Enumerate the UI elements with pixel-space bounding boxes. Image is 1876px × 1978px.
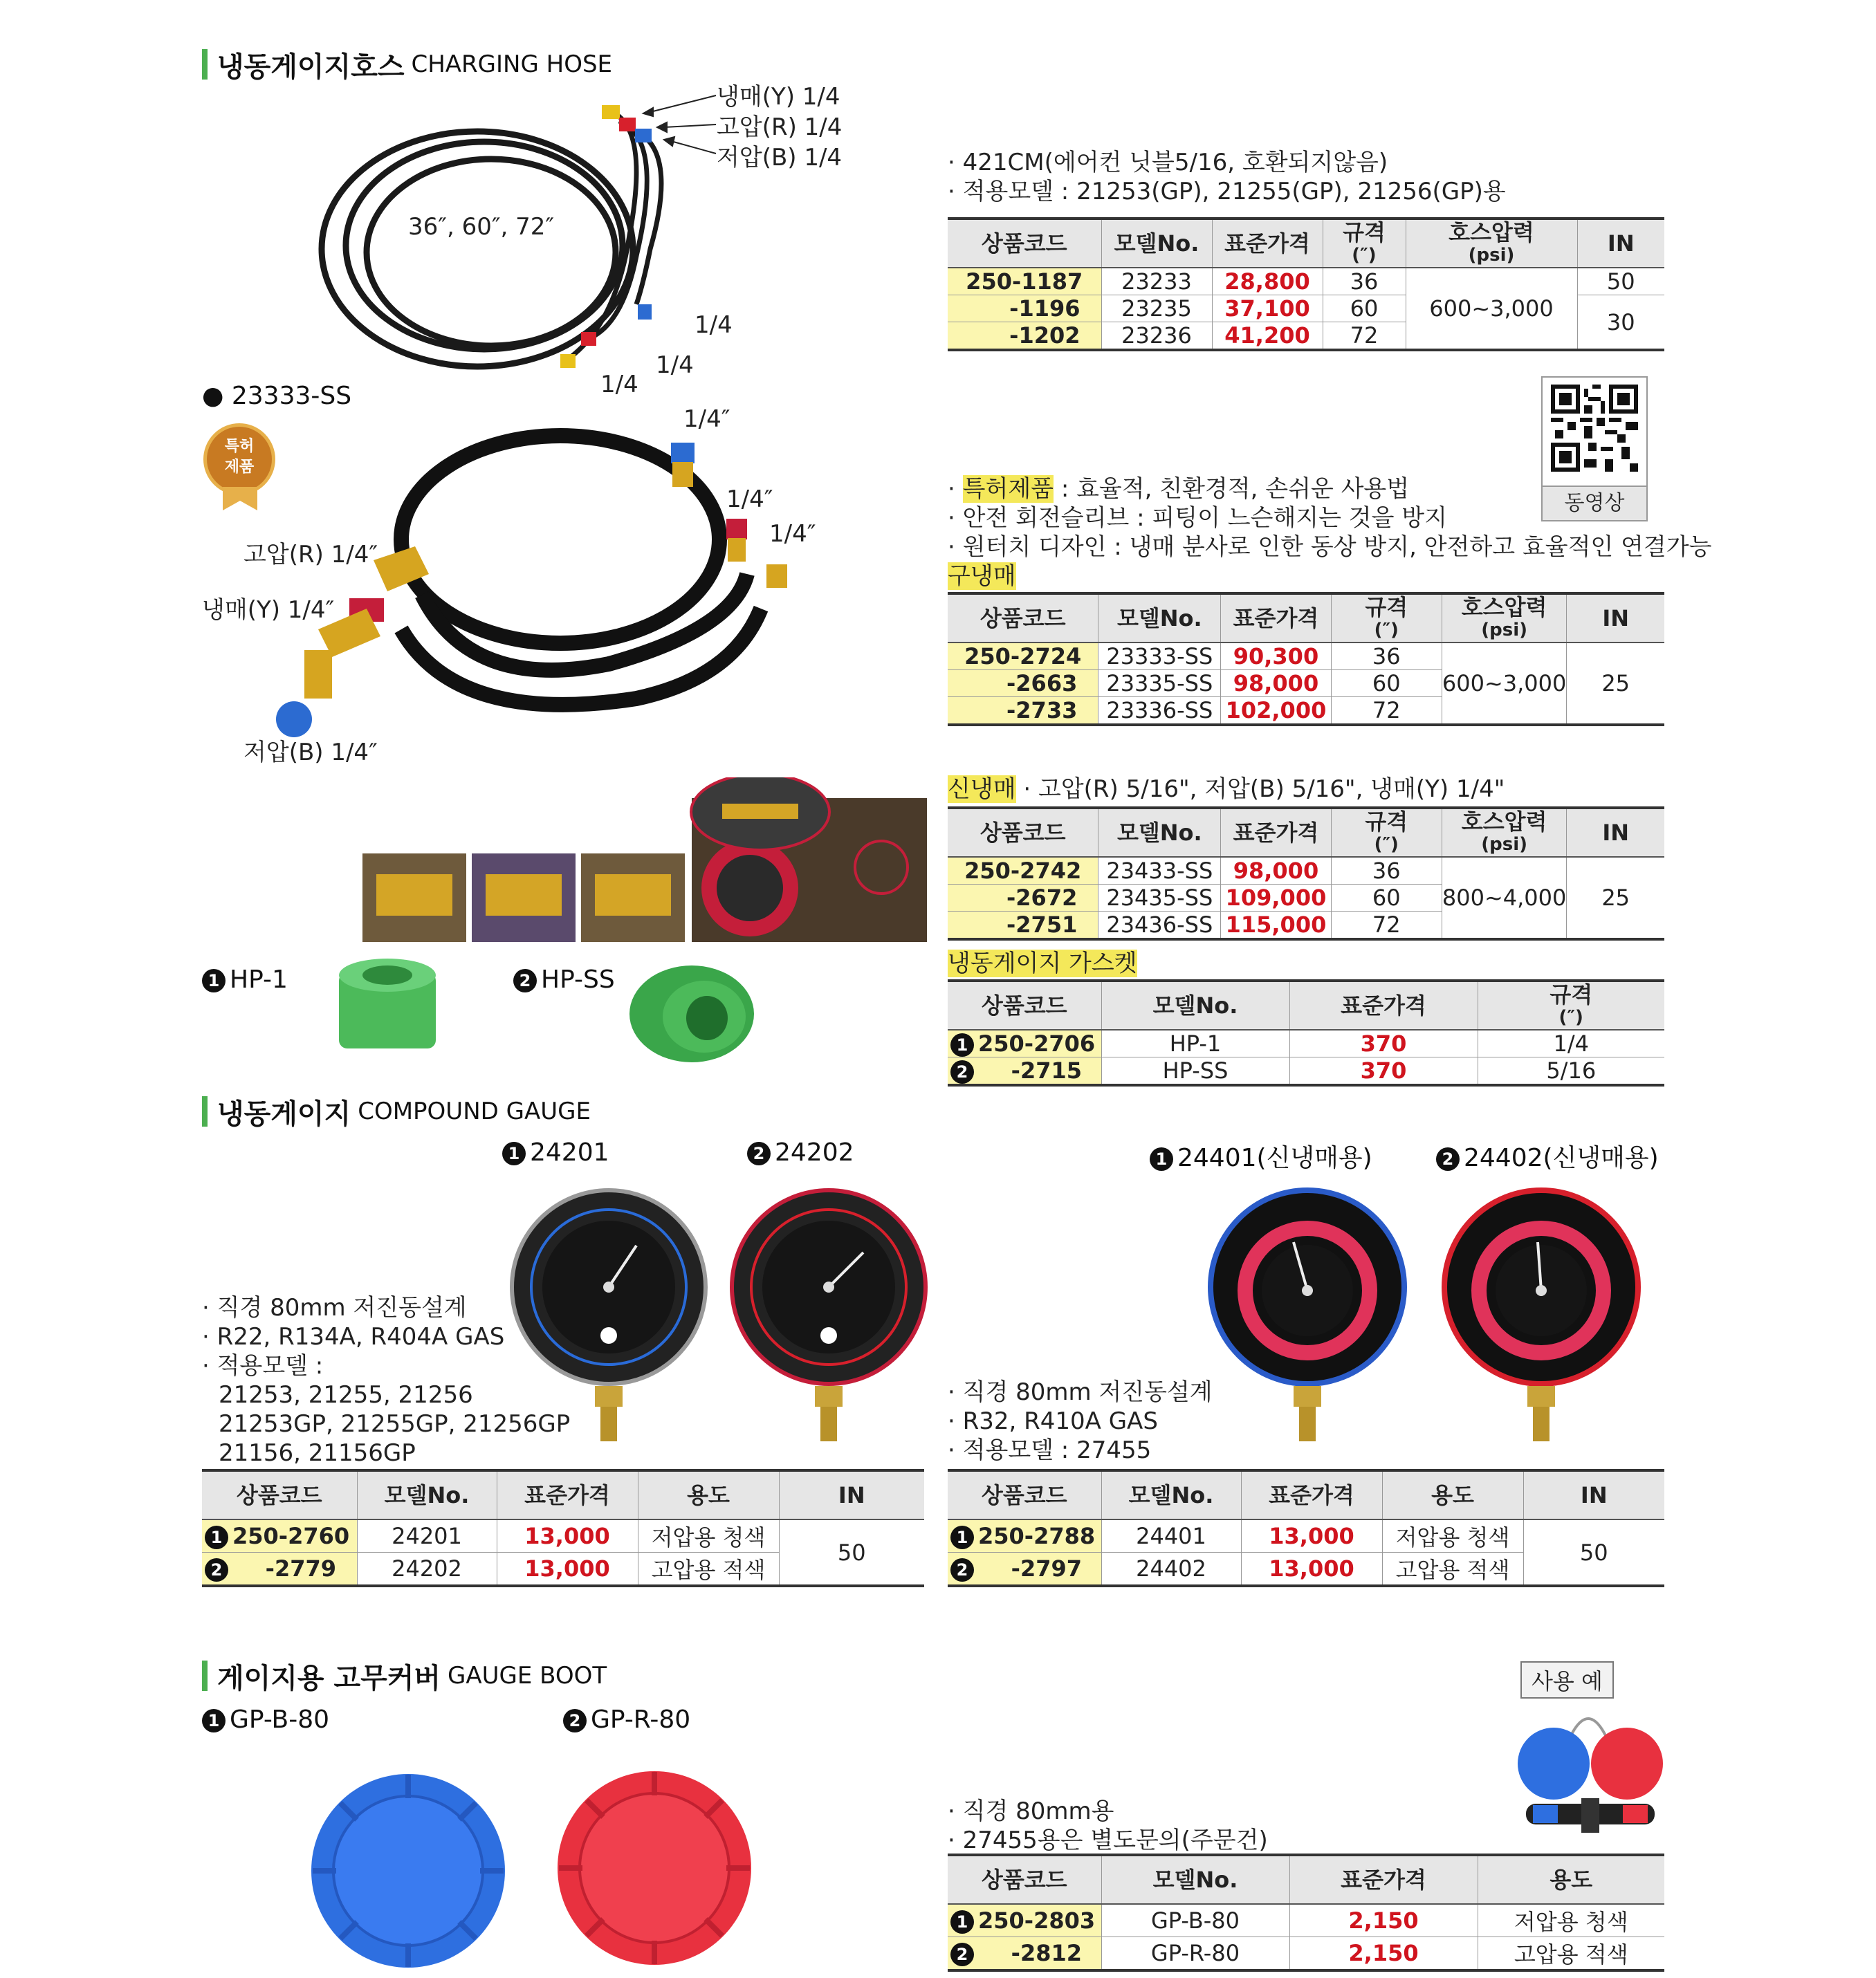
new-refrigerant-note: · 고압(R) 5/16", 저압(B) 5/16", 냉매(Y) 1/4" xyxy=(1023,775,1505,803)
model-no: 23435-SS xyxy=(1098,885,1221,912)
product-code: 250-2742 xyxy=(948,857,1098,885)
col-model: 모델No. xyxy=(357,1470,497,1519)
table-row xyxy=(948,1030,1664,1057)
section-marker xyxy=(202,49,208,80)
note-item: · 적용모델 : xyxy=(202,1352,324,1380)
title-english: CHARGING HOSE xyxy=(411,50,613,78)
price: 37,100 xyxy=(1212,295,1323,322)
model-no: 24201 xyxy=(357,1519,497,1553)
title-english: GAUGE BOOT xyxy=(448,1662,607,1690)
spec: 1/4 xyxy=(1478,1030,1664,1057)
product-code: 1 250-2803 xyxy=(948,1904,1101,1937)
gauge-right-notes xyxy=(948,1378,1213,1465)
col-model: 모델No. xyxy=(1098,808,1221,857)
spec: 36 xyxy=(1331,643,1442,670)
model-no: 24202 xyxy=(357,1553,497,1587)
title-korean: 냉동게이지 xyxy=(217,1098,351,1130)
example-badge: 사용 예 xyxy=(1520,1661,1614,1699)
col-code: 상품코드 xyxy=(202,1470,357,1519)
col-code: 상품코드 xyxy=(948,219,1101,268)
spec: 72 xyxy=(1331,912,1442,940)
manifold-example-image xyxy=(1512,1701,1668,1840)
col-model: 모델No. xyxy=(1101,219,1212,268)
col-price: 표준가격 xyxy=(1221,593,1331,643)
col-code: 상품코드 xyxy=(948,1470,1101,1519)
product-code: -2733 xyxy=(948,697,1098,725)
gauge-model-2: 2 24202 xyxy=(747,1138,854,1167)
table-row xyxy=(948,857,1664,885)
model-no: 23333-SS xyxy=(1098,643,1221,670)
price: 370 xyxy=(1289,1030,1478,1057)
gasket-item-1: 1 HP-1 xyxy=(202,965,288,994)
qr-label: 동영상 xyxy=(1543,486,1646,520)
product-code: 2 -2797 xyxy=(948,1553,1101,1587)
product-code: 1 250-2788 xyxy=(948,1519,1101,1553)
price: 109,000 xyxy=(1221,885,1331,912)
col-use: 용도 xyxy=(1478,1855,1664,1904)
hose-label-blue: 저압(B) 1/4 xyxy=(717,144,843,172)
note-item: · 원터치 디자인 : 냉매 분사로 인한 동상 방지, 안전하고 효율적인 연결가능 xyxy=(948,533,1712,561)
gauge-left-notes xyxy=(202,1293,570,1468)
in-qty: 50 xyxy=(779,1519,924,1586)
boot-item-2: 2 GP-R-80 xyxy=(563,1706,690,1734)
product-code: -2751 xyxy=(948,912,1098,940)
ss-label-yellow: 냉매(Y) 1/4″ xyxy=(202,596,335,624)
hose-end-label-2: 1/4 xyxy=(656,351,694,379)
table-row xyxy=(948,1057,1664,1086)
col-use: 용도 xyxy=(638,1470,779,1519)
table-row xyxy=(948,268,1664,295)
product-code: 2 -2812 xyxy=(948,1937,1101,1971)
note-item: 21253GP, 21255GP, 21256GP xyxy=(219,1410,571,1438)
hose-notes xyxy=(948,148,1506,206)
section-marker xyxy=(202,1661,208,1691)
product-code: 1 250-2706 xyxy=(948,1030,1101,1057)
gauge-24401-image xyxy=(1204,1187,1411,1450)
gauge-model-3: 1 24401(신냉매용) xyxy=(1150,1138,1372,1174)
note-item: · 421CM(에어컨 닛블5/16, 호환되지않음) xyxy=(948,149,1388,176)
price: 98,000 xyxy=(1221,670,1331,697)
model-no: 23433-SS xyxy=(1098,857,1221,885)
col-spec: 규격 (″) xyxy=(1323,219,1406,268)
in-qty: 30 xyxy=(1577,295,1664,351)
spec: 72 xyxy=(1323,322,1406,351)
col-in: IN xyxy=(1577,219,1664,268)
col-spec: 규격 (″) xyxy=(1331,808,1442,857)
ss-notes xyxy=(948,474,1711,562)
price: 13,000 xyxy=(497,1553,638,1587)
col-price: 표준가격 xyxy=(1241,1470,1382,1519)
product-code: 2 -2779 xyxy=(202,1553,357,1587)
product-code: -2672 xyxy=(948,885,1098,912)
col-code: 상품코드 xyxy=(948,593,1098,643)
gauge-left-price-table xyxy=(202,1469,924,1587)
usage: 저압용 청색 xyxy=(1382,1519,1523,1553)
note-item: · R22, R134A, R404A GAS xyxy=(202,1323,505,1351)
price: 102,000 xyxy=(1221,697,1331,725)
boot-price-table xyxy=(948,1854,1664,1972)
price: 13,000 xyxy=(1241,1553,1382,1587)
old-refrigerant-label: 구냉매 xyxy=(948,562,1016,590)
note-item: · 27455용은 별도문의(주문건) xyxy=(948,1827,1268,1854)
col-in: IN xyxy=(779,1470,924,1519)
col-price: 표준가격 xyxy=(1289,981,1478,1030)
gasket-item-2: 2 HP-SS xyxy=(513,965,615,994)
ss-end-label-2: 1/4″ xyxy=(726,486,773,513)
col-model: 모델No. xyxy=(1101,1855,1289,1904)
ss-end-label-3: 1/4″ xyxy=(769,520,816,548)
model-no: 24401 xyxy=(1101,1519,1241,1553)
table-row xyxy=(202,1519,924,1553)
pressure: 600~3,000 xyxy=(1442,643,1567,725)
usage: 고압용 적색 xyxy=(638,1553,779,1587)
spec: 72 xyxy=(1331,697,1442,725)
note-item: 21156, 21156GP xyxy=(219,1439,416,1467)
model-no: HP-1 xyxy=(1101,1030,1289,1057)
hose-label-red: 고압(R) 1/4 xyxy=(717,113,843,141)
product-code: 250-1187 xyxy=(948,268,1101,295)
in-qty: 25 xyxy=(1567,643,1664,725)
product-code: 2 -2715 xyxy=(948,1057,1101,1086)
col-use: 용도 xyxy=(1382,1470,1523,1519)
price: 370 xyxy=(1289,1057,1478,1086)
col-in: IN xyxy=(1523,1470,1664,1519)
ss-hose-image xyxy=(249,401,802,775)
usage: 저압용 청색 xyxy=(1478,1904,1664,1937)
in-qty: 25 xyxy=(1567,857,1664,939)
section-marker xyxy=(202,1096,208,1127)
ss-label-red: 고압(R) 1/4″ xyxy=(243,541,378,569)
col-pressure: 호스압력 (psi) xyxy=(1442,808,1567,857)
usage: 고압용 적색 xyxy=(1478,1937,1664,1971)
col-model: 모델No. xyxy=(1101,1470,1241,1519)
note-item: · 직경 80mm용 xyxy=(948,1797,1114,1825)
spec: 36 xyxy=(1323,268,1406,295)
product-code: -1196 xyxy=(948,295,1101,322)
note-item: · 직경 80mm 저진동설계 xyxy=(202,1294,467,1322)
boot-item-1: 1 GP-B-80 xyxy=(202,1706,329,1734)
pressure: 600~3,000 xyxy=(1406,268,1577,350)
table-row xyxy=(948,643,1664,670)
hose-section-title xyxy=(202,47,612,82)
table-row xyxy=(948,1519,1664,1553)
boot-notes xyxy=(948,1797,1268,1855)
gasket-label: 냉동게이지 가스켓 xyxy=(948,950,1137,977)
col-model: 모델No. xyxy=(1098,593,1221,643)
note-item: · R32, R410A GAS xyxy=(948,1407,1158,1435)
col-code: 상품코드 xyxy=(948,981,1101,1030)
model-no: 23235 xyxy=(1101,295,1212,322)
col-code: 상품코드 xyxy=(948,1855,1101,1904)
spec: 60 xyxy=(1331,885,1442,912)
col-spec: 규격 (″) xyxy=(1478,981,1664,1030)
note-item: · 적용모델 : 21253(GP), 21255(GP), 21256(GP)용 xyxy=(948,178,1506,205)
hose-price-table xyxy=(948,217,1664,351)
model-no: GP-R-80 xyxy=(1101,1937,1289,1971)
gauge-model-4: 2 24402(신냉매용) xyxy=(1436,1138,1659,1174)
patent-badge: 특허 제품 xyxy=(203,423,275,495)
note-item: · 직경 80mm 저진동설계 xyxy=(948,1378,1213,1406)
fitting-photo-strip xyxy=(362,777,927,945)
price: 41,200 xyxy=(1212,322,1323,351)
gauge-right-price-table xyxy=(948,1469,1664,1587)
spec: 36 xyxy=(1331,857,1442,885)
hose-end-label-1: 1/4 xyxy=(695,311,733,339)
note-item: · 적용모델 : 27455 xyxy=(948,1436,1152,1464)
col-spec: 규격 (″) xyxy=(1331,593,1442,643)
spec: 5/16 xyxy=(1478,1057,1664,1086)
gasket-hpss-image xyxy=(623,959,761,1069)
col-pressure: 호스압력 (psi) xyxy=(1406,219,1577,268)
model-no: 23436-SS xyxy=(1098,912,1221,940)
price: 115,000 xyxy=(1221,912,1331,940)
price: 13,000 xyxy=(1241,1519,1382,1553)
col-code: 상품코드 xyxy=(948,808,1098,857)
table-row xyxy=(948,1904,1664,1937)
new-ss-price-table xyxy=(948,806,1664,941)
hose-label-yellow: 냉매(Y) 1/4 xyxy=(717,83,840,111)
col-price: 표준가격 xyxy=(1212,219,1323,268)
col-price: 표준가격 xyxy=(497,1470,638,1519)
ss-model-label: ● 23333-SS xyxy=(202,382,352,410)
col-price: 표준가격 xyxy=(1221,808,1331,857)
col-in: IN xyxy=(1567,808,1664,857)
model-no: 23233 xyxy=(1101,268,1212,295)
model-no: HP-SS xyxy=(1101,1057,1289,1086)
qr-code-icon xyxy=(1551,385,1638,472)
product-code: -2663 xyxy=(948,670,1098,697)
new-refrigerant-line xyxy=(948,775,1505,804)
col-model: 모델No. xyxy=(1101,981,1289,1030)
product-code: -1202 xyxy=(948,322,1101,351)
ss-end-label-1: 1/4″ xyxy=(683,405,730,433)
hose-lengths-label: 36″, 60″, 72″ xyxy=(408,213,555,241)
title-english: COMPOUND GAUGE xyxy=(358,1098,591,1125)
title-korean: 게이지용 고무커버 xyxy=(217,1662,441,1694)
table-row xyxy=(948,1937,1664,1971)
in-qty: 50 xyxy=(1577,268,1664,295)
label-arrows xyxy=(636,83,719,159)
price: 2,150 xyxy=(1289,1904,1478,1937)
hose-end-label-3: 1/4 xyxy=(600,371,638,398)
title-korean: 냉동게이지호스 xyxy=(217,50,405,83)
note-item: 21253, 21255, 21256 xyxy=(219,1381,473,1409)
gauge-24202-image xyxy=(725,1187,932,1450)
model-no: 23236 xyxy=(1101,322,1212,351)
gauge-24402-image xyxy=(1437,1187,1645,1450)
gasket-price-table xyxy=(948,979,1664,1087)
price: 98,000 xyxy=(1221,857,1331,885)
note-item: · 안전 회전슬리브 : 피팅이 느슨해지는 것을 방지 xyxy=(948,504,1447,532)
price: 28,800 xyxy=(1212,268,1323,295)
price: 13,000 xyxy=(497,1519,638,1553)
gauge-section-title xyxy=(202,1094,591,1129)
spec: 60 xyxy=(1331,670,1442,697)
note-item: · 특허제품 : 효율적, 친환경적, 손쉬운 사용법 xyxy=(948,475,1410,503)
boot-blue-image xyxy=(304,1771,512,1971)
spec: 60 xyxy=(1323,295,1406,322)
boot-red-image xyxy=(551,1768,758,1968)
product-code: 250-2724 xyxy=(948,643,1098,670)
col-in: IN xyxy=(1567,593,1664,643)
ss-label-blue: 저압(B) 1/4″ xyxy=(243,739,378,766)
gauge-model-1: 1 24201 xyxy=(502,1138,609,1167)
col-pressure: 호스압력 (psi) xyxy=(1442,593,1567,643)
in-qty: 50 xyxy=(1523,1519,1664,1586)
gasket-hp1-image xyxy=(332,952,443,1062)
usage: 저압용 청색 xyxy=(638,1519,779,1553)
product-code: 1 250-2760 xyxy=(202,1519,357,1553)
price: 2,150 xyxy=(1289,1937,1478,1971)
model-no: GP-B-80 xyxy=(1101,1904,1289,1937)
pressure: 800~4,000 xyxy=(1442,857,1567,939)
col-price: 표준가격 xyxy=(1289,1855,1478,1904)
model-no: 23336-SS xyxy=(1098,697,1221,725)
model-no: 23335-SS xyxy=(1098,670,1221,697)
old-ss-price-table xyxy=(948,592,1664,726)
usage: 고압용 적색 xyxy=(1382,1553,1523,1587)
price: 90,300 xyxy=(1221,643,1331,670)
boot-section-title xyxy=(202,1658,607,1693)
model-no: 24402 xyxy=(1101,1553,1241,1587)
new-refrigerant-label: 신냉매 xyxy=(948,775,1016,803)
